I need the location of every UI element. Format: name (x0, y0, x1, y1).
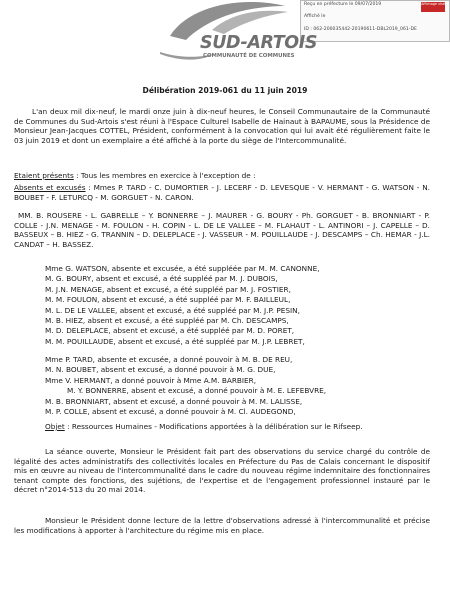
members-paragraph: MM. B. ROUSERE - L. GABRELLE – Y. BONNERRE – J. MAURER - G. BOURY - Ph. GORGUET - B. BRONNIART - P. COLLE - J.N. MENAGE - M. FOULON - H. COPIN - L. DE LE VALLEE – M. FLAHAUT - L. ANTINORI – J. CAPELLE – D. BASSEUX – B. HIEZ - G. TRANNIN – D. DELEPLACE - J. VASSEUR - M. POUILLAUDE - J. DESCAMPS – Ch. HEMAR - J.L. CANDAT – H. BASSEZ. (14, 211, 430, 249)
suppleances-list (45, 264, 430, 347)
objet-text: : Ressources Humaines - Modifications apportées à la délibération sur le Rifseep. (64, 422, 363, 431)
absents-label: Absents et excusés (14, 183, 86, 192)
suppleance-item: Mme G. WATSON, absente et excusée, a été suppléée par M. M. CANONNE, (45, 264, 320, 273)
suppleance-item: M. M. POUILLAUDE, absent et excusé, a été suppléé par M. J.P. LEBRET, (45, 336, 305, 346)
suppleance-item: M. B. HIEZ, absent et excusé, a été suppléé par M. Ch. DESCAMPS, (45, 316, 289, 326)
intro-paragraph: L'an deux mil dix-neuf, le mardi onze juin à dix-neuf heures, le Conseil Communautaire de la Communauté de Communes du Sud-Artois s'est réuni à l'Espace Culturel Isabelle de Hainaut à BAPAUME, sous la Présidence de Monsieur Jean-Jacques COTTEL, Président, conformément à la convocation qui lui avait été régulièrement faite le 03 juin 2019 et dont un exemplaire a été affiché à la porte du siège de l'Intercommunalité. (14, 107, 430, 145)
pouvoir-item: M. Y. BONNERRE, absent et excusé, a donné pouvoir à M. E. LEFEBVRE, (67, 386, 327, 396)
presents-label: Etaient présents (14, 171, 74, 180)
pouvoir-item: M. P. COLLE, absent et excusé, a donné pouvoir à M. Cl. AUDEGOND, (45, 407, 296, 417)
stamp-badge: Affichage visé (421, 2, 445, 12)
stamp-id-line: ID : 062-200035442-20190611-DBL2019_061-DE (304, 27, 417, 32)
presents-text: : Tous les membres en exercice à l'exception de : (73, 171, 256, 180)
absents-text: : Mmes P. TARD - C. DUMORTIER - J. LECERF - D. LEVESQUE - V. HERMANT - G. WATSON - N. BOUBET - F. LETURCQ - M. GORGUET - N. CARON. (14, 183, 430, 202)
pouvoirs-list (45, 355, 430, 417)
suppleance-item: M. M. FOULON, absent et excusé, a été suppléé par M. F. BAILLEUL, (45, 295, 291, 305)
prefecture-stamp (300, 0, 450, 42)
seance-paragraph: La séance ouverte, Monsieur le Président fait part des observations du service chargé du contrôle de légalité des actes administratifs des collectivités locales en Préfecture du Pas de Calais concernant le dispositif mis en œuvre au niveau de l'intercommunalité dans le cadre du nouveau régime indemnitaire des fonctionnaires tenant compte des fonctions, des sujétions, de l'expertise et de l'engagement professionnel instauré par le décret n°2014-513 du 20 mai 2014. (14, 447, 430, 495)
suppleance-item: M. G. BOURY, absent et excusé, a été suppléé par M. J. DUBOIS, (45, 274, 278, 284)
logo-name: SUD-ARTOIS (200, 33, 318, 53)
pouvoir-item: Mme P. TARD, absente et excusée, a donné pouvoir à M. B. DE REU, (45, 355, 293, 364)
suppleance-item: M. J.N. MENAGE, absent et excusé, a été suppléé par M. J. FOSTIER, (45, 284, 291, 294)
objet-label: Objet (45, 422, 65, 431)
presents-line (14, 171, 430, 181)
suppleance-item: M. D. DELEPLACE, absent et excusé, a été suppléé par M. D. PORET, (45, 326, 295, 336)
lecture-paragraph: Monsieur le Président donne lecture de la lettre d'observations adressé à l'intercommunalité et précise les modifications à apporter à l'architecture du régime mis en place. (14, 516, 430, 535)
logo-subtitle: COMMUNAUTÉ DE COMMUNES (203, 53, 295, 59)
stamp-received-line: Reçu en préfecture le 09/07/2019 (304, 2, 382, 7)
objet-line (45, 422, 430, 432)
pouvoir-item: Mme V. HERMANT, a donné pouvoir à Mme A.M. BARBIER, (45, 375, 257, 385)
pouvoir-item: M. N. BOUBET, absent et excusé, a donné pouvoir à M. G. DUE, (45, 365, 276, 375)
absents-paragraph (14, 183, 430, 202)
suppleance-item: M. L. DE LE VALLEE, absent et excusé, a été suppléé par M. J.P. PESIN, (45, 305, 300, 315)
stamp-posted-line: Affiché le (304, 14, 326, 19)
pouvoir-item: M. B. BRONNIART, absent et excusé, a donné pouvoir à M. M. LALISSE, (45, 396, 303, 406)
deliberation-title: Délibération 2019-061 du 11 juin 2019 (142, 86, 308, 95)
